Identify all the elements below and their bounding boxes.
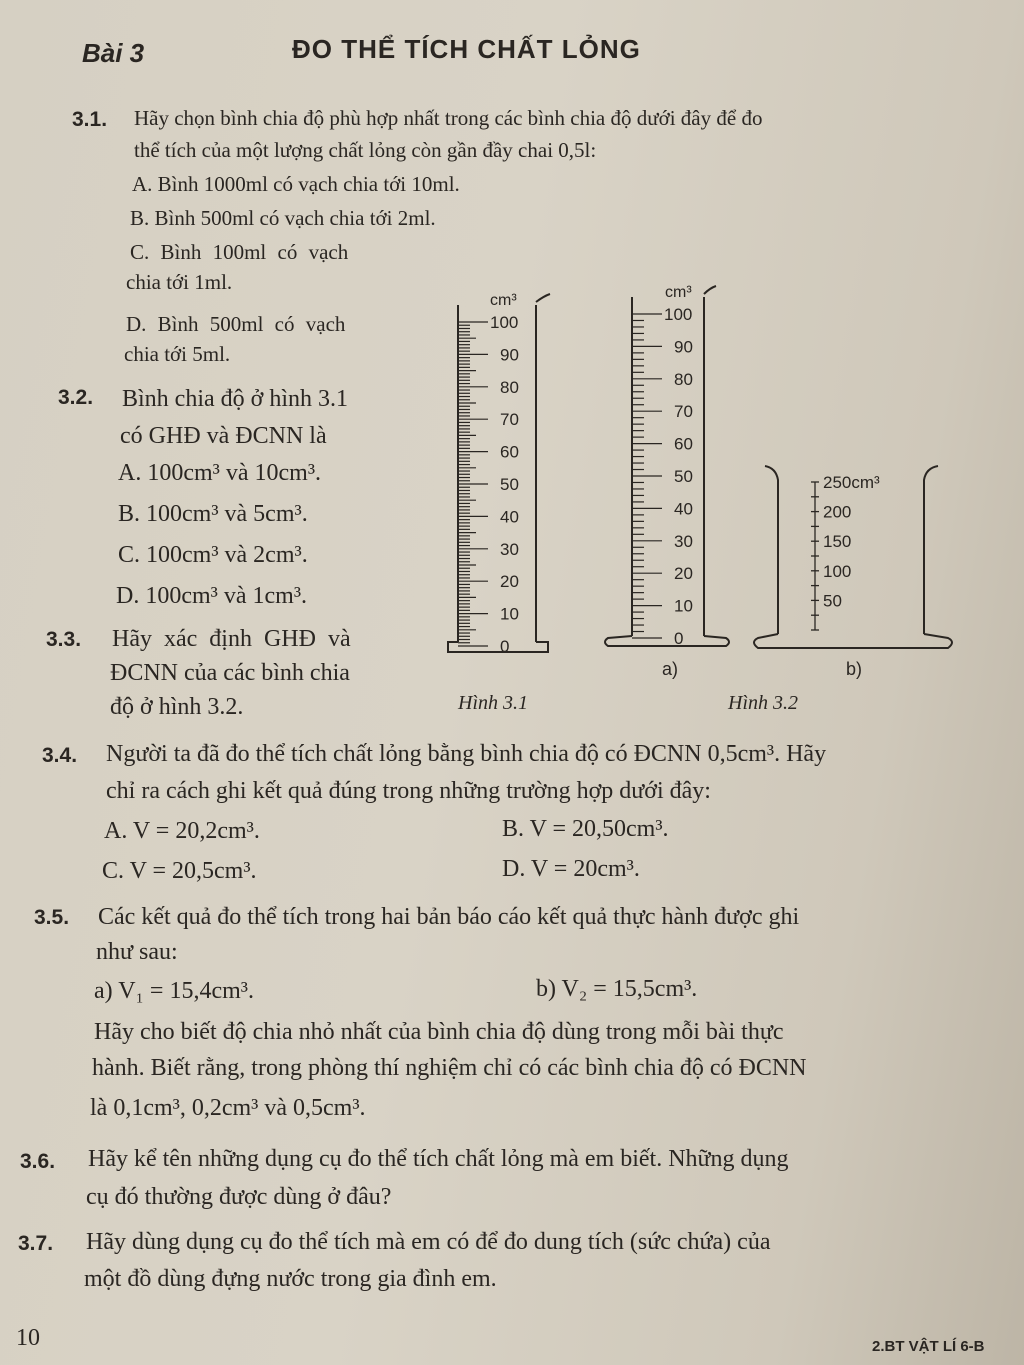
cylinder-3-1-unit: cm³ <box>490 292 517 309</box>
cylinder-3-1-tick-label: 30 <box>500 539 519 559</box>
question-number-3-3: 3.3. <box>46 628 82 651</box>
beaker-3-2b <box>754 466 952 648</box>
question-number-3-1: 3.1. <box>72 108 108 131</box>
question-3-2-line-1: Bình chia độ ở hình 3.1 <box>122 386 349 412</box>
question-3-1-option-a: A. Bình 1000ml có vạch chia tới 10ml. <box>132 172 460 196</box>
figure-3-1-caption: Hình 3.1 <box>458 692 528 714</box>
question-3-2-option-a: A. 100cm³ và 10cm³. <box>118 460 322 486</box>
question-3-1-line-2: thể tích của một lượng chất lỏng còn gần đầy chai 0,5l: <box>134 138 597 162</box>
cylinder-3-2a-ticks <box>632 314 662 638</box>
beaker-3-2b-labels <box>823 473 880 610</box>
question-3-7-line-2: một đồ dùng đựng nước trong gia đình em. <box>84 1266 497 1292</box>
lesson-label: Bài 3 <box>82 38 145 68</box>
figures-3-1-3-2 <box>440 270 960 720</box>
question-3-4-option-b: B. V = 20,50cm³. <box>502 816 669 842</box>
question-3-3-line-1: Hãy xác định GHĐ và <box>112 626 351 652</box>
question-3-4-option-c: C. V = 20,5cm³. <box>102 858 257 884</box>
cylinder-3-1-tick-label: 90 <box>500 345 519 365</box>
question-3-3-line-3: độ ở hình 3.2. <box>110 694 244 720</box>
question-number-3-6: 3.6. <box>20 1150 56 1173</box>
question-3-4-option-d: D. V = 20cm³. <box>502 856 640 882</box>
cylinder-3-2a-tick-label: 100 <box>664 305 693 324</box>
question-3-1-option-c-line-2: chia tới 1ml. <box>126 270 233 294</box>
cylinder-3-1-tick-label: 50 <box>500 475 519 494</box>
beaker-3-2b-tick-label: 150 <box>823 532 852 552</box>
cylinder-3-1-labels <box>490 313 519 656</box>
question-3-7-line-1: Hãy dùng dụng cụ đo thể tích mà em có để đo dung tích (sức chứa) của <box>86 1229 771 1255</box>
cylinder-3-2a-tick-label: 40 <box>674 499 693 519</box>
cylinder-3-2a-tick-label: 70 <box>674 402 693 422</box>
question-3-1-line-1: Hãy chọn bình chia độ phù hợp nhất trong các bình chia độ dưới đây để đo <box>134 106 763 130</box>
cylinder-3-2a-labels <box>664 305 693 648</box>
page-number: 10 <box>16 1325 40 1351</box>
beaker-3-2b-tick-label: 200 <box>823 502 852 522</box>
question-3-1-option-c-line-1: C. Bình 100ml có vạch <box>130 240 349 264</box>
cylinder-3-2a-tick-label: 60 <box>674 434 693 454</box>
beaker-3-2b-tick-label: 50 <box>823 591 842 611</box>
question-number-3-4: 3.4. <box>42 744 78 767</box>
cylinder-3-2a-tick-label: 80 <box>674 369 693 389</box>
cylinder-3-2a-tick-label: 10 <box>674 596 693 616</box>
figure-label-a: a) <box>662 659 679 679</box>
question-3-5-report-a: a) V₁ = 15,4cm³. <box>94 978 254 1004</box>
question-3-6-line-2: cụ đó thường được dùng ở đâu? <box>86 1184 392 1210</box>
cylinder-3-1-tick-label: 80 <box>500 377 519 397</box>
cylinder-3-1-tick-label: 40 <box>500 507 519 527</box>
figure-label-b: b) <box>846 659 863 679</box>
cylinder-3-2a-tick-label: 90 <box>674 337 693 357</box>
cylinder-3-1-tick-label: 0 <box>500 637 510 656</box>
question-3-1-option-d-line-1: D. Bình 500ml có vạch <box>126 312 346 336</box>
cylinder-3-2a-tick-label: 20 <box>674 564 693 584</box>
question-number-3-2: 3.2. <box>58 386 94 409</box>
question-3-2-option-d: D. 100cm³ và 1cm³. <box>116 583 308 609</box>
question-3-2-option-b: B. 100cm³ và 5cm³. <box>118 501 308 527</box>
question-number-3-5: 3.5. <box>34 906 70 929</box>
question-3-5-line-5: là 0,1cm³, 0,2cm³ và 0,5cm³. <box>90 1095 366 1121</box>
question-3-5-line-4: hành. Biết rằng, trong phòng thí nghiệm chỉ có các bình chia độ có ĐCNN <box>92 1055 807 1081</box>
cylinder-3-2a-unit: cm³ <box>665 284 692 301</box>
cylinder-3-2a-tick-label: 0 <box>674 629 684 648</box>
question-3-2-line-2: có GHĐ và ĐCNN là <box>120 423 327 449</box>
question-3-2-option-c: C. 100cm³ và 2cm³. <box>118 542 308 568</box>
question-3-5-line-3: Hãy cho biết độ chia nhỏ nhất của bình chia độ dùng trong mỗi bài thực <box>94 1019 784 1045</box>
question-3-5-line-1: Các kết quả đo thể tích trong hai bản báo cáo kết quả thực hành được ghi <box>98 904 800 930</box>
question-3-4-line-2: chỉ ra cách ghi kết quả đúng trong những trường hợp dưới đây: <box>106 778 711 804</box>
cylinder-3-1-tick-label: 60 <box>500 442 519 462</box>
beaker-3-2b-tick-label: 250cm³ <box>823 473 880 492</box>
cylinder-3-1-tick-label: 10 <box>500 604 519 624</box>
question-3-6-line-1: Hãy kể tên những dụng cụ đo thể tích chất lỏng mà em biết. Những dụng <box>88 1146 789 1172</box>
cylinder-3-2a-tick-label: 30 <box>674 531 693 551</box>
question-number-3-7: 3.7. <box>18 1232 54 1255</box>
cylinder-3-1-ticks <box>458 322 488 646</box>
figure-3-2-caption: Hình 3.2 <box>728 692 798 714</box>
question-3-1-option-d-line-2: chia tới 5ml. <box>124 342 231 366</box>
question-3-5-report-b: b) V₂ = 15,5cm³. <box>536 976 698 1002</box>
question-3-3-line-2: ĐCNN của các bình chia <box>110 660 350 686</box>
graduated-cylinder-3-2a <box>605 286 729 646</box>
page-title: ĐO THỂ TÍCH CHẤT LỎNG <box>292 34 641 64</box>
question-3-4-line-1: Người ta đã đo thể tích chất lỏng bằng bình chia độ có ĐCNN 0,5cm³. Hãy <box>106 741 827 767</box>
book-code: 2.BT VẬT LÍ 6-B <box>872 1338 985 1355</box>
cylinder-3-1-tick-label: 100 <box>490 313 519 332</box>
question-3-1-option-b: B. Bình 500ml có vạch chia tới 2ml. <box>130 206 436 230</box>
question-3-4-option-a: A. V = 20,2cm³. <box>104 818 260 844</box>
cylinder-3-1-tick-label: 70 <box>500 410 519 430</box>
beaker-3-2b-ticks <box>811 482 819 630</box>
cylinder-3-1-tick-label: 20 <box>500 572 519 592</box>
beaker-3-2b-tick-label: 100 <box>823 561 852 581</box>
cylinder-3-2a-tick-label: 50 <box>674 467 693 486</box>
question-3-5-line-2: như sau: <box>96 939 178 965</box>
